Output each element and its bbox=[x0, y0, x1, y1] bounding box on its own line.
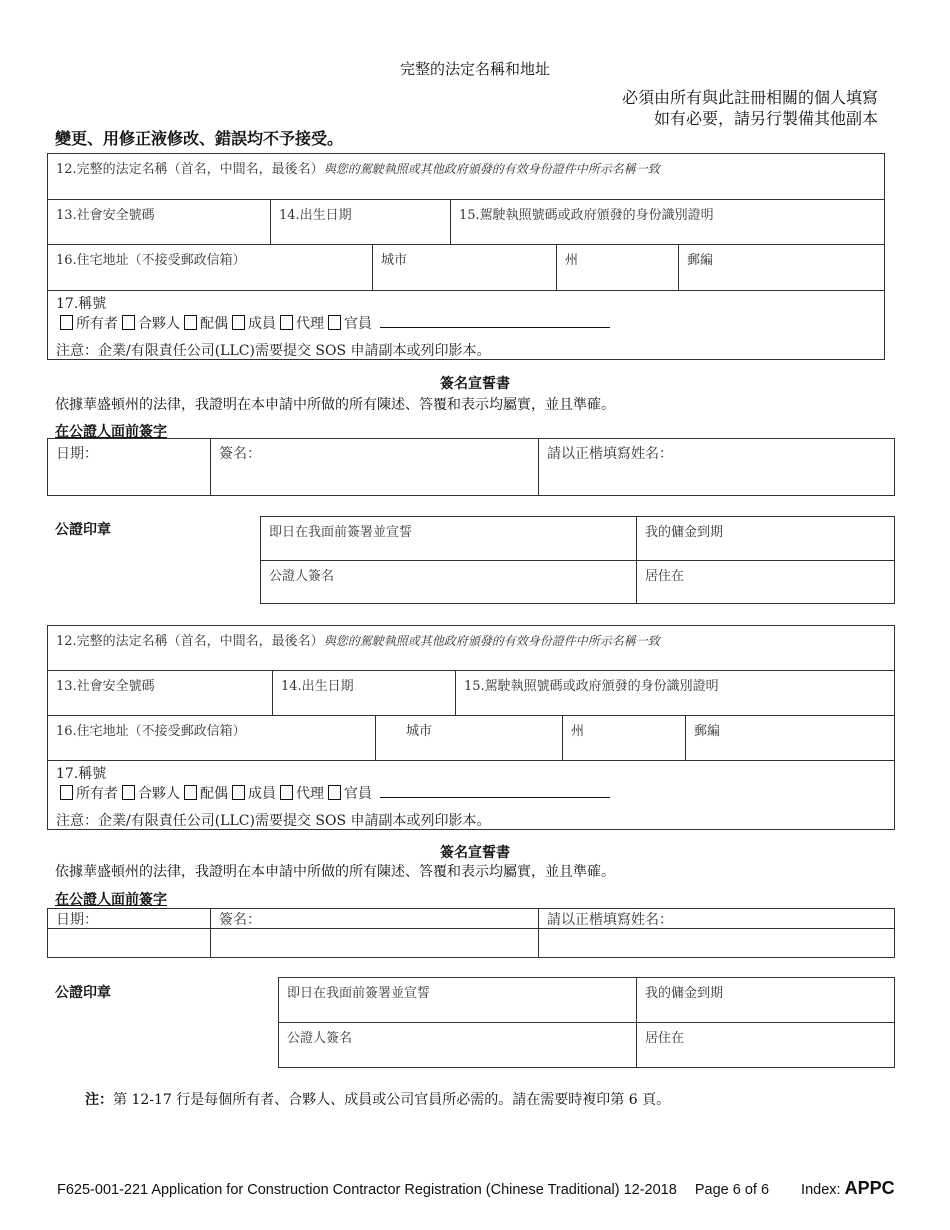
notary-signature-field[interactable]: 公證人簽名 bbox=[278, 1022, 637, 1068]
option-label: 官員 bbox=[344, 786, 372, 802]
other-title-line[interactable] bbox=[380, 797, 610, 798]
officer-checkbox[interactable] bbox=[328, 315, 341, 330]
member-checkbox[interactable] bbox=[232, 315, 245, 330]
option-label: 配偶 bbox=[200, 316, 228, 332]
officer-checkbox[interactable] bbox=[328, 785, 341, 800]
notary-heading: 在公證人面前簽字 bbox=[55, 892, 167, 908]
instruction-line-2: 如有必要，請另行製備其他副本 bbox=[653, 109, 878, 128]
print-name-label: 請以正楷填寫姓名： bbox=[538, 908, 895, 929]
commission-field[interactable]: 我的傭金到期 bbox=[636, 977, 895, 1023]
field-note: 與您的駕駛執照或其他政府頒發的有效身份證件中所示名稱一致 bbox=[323, 634, 660, 648]
member-checkbox[interactable] bbox=[232, 785, 245, 800]
option-label: 合夥人 bbox=[138, 316, 180, 332]
llc-note: 注意：企業/有限責任公司(LLC)需要提交 SOS 申請副本或列印影本。 bbox=[56, 813, 491, 829]
spouse-checkbox[interactable] bbox=[184, 785, 197, 800]
option-label: 成員 bbox=[248, 316, 276, 332]
state-field[interactable]: 州 bbox=[562, 715, 686, 761]
page-footer bbox=[57, 1178, 895, 1199]
other-title-line[interactable] bbox=[380, 327, 610, 328]
footnote bbox=[85, 1089, 670, 1109]
city-field[interactable]: 城市 bbox=[375, 715, 563, 761]
date-label: 日期： bbox=[47, 908, 211, 929]
address-field[interactable]: 16.住宅地址（不接受郵政信箱） bbox=[47, 244, 373, 291]
field-label: 12.完整的法定名稱（首名，中間名，最後名） bbox=[56, 634, 324, 649]
title-options bbox=[56, 783, 886, 803]
print-name-field[interactable] bbox=[538, 928, 895, 958]
sworn-field[interactable]: 即日在我面前簽署並宣誓 bbox=[260, 516, 637, 561]
field-label: 12.完整的法定名稱（首名，中間名，最後名） bbox=[56, 162, 324, 177]
city-field[interactable]: 城市 bbox=[372, 244, 557, 291]
agent-checkbox[interactable] bbox=[280, 785, 293, 800]
owner-checkbox[interactable] bbox=[60, 315, 73, 330]
birth-date-field[interactable]: 14.出生日期 bbox=[272, 670, 456, 716]
legal-name-field[interactable] bbox=[47, 153, 885, 200]
agent-checkbox[interactable] bbox=[280, 315, 293, 330]
sworn-field[interactable]: 即日在我面前簽署並宣誓 bbox=[278, 977, 637, 1023]
address-field[interactable]: 16.住宅地址（不接受郵政信箱） bbox=[47, 715, 376, 761]
option-label: 代理 bbox=[296, 316, 324, 332]
notary-heading: 在公證人面前簽字 bbox=[55, 424, 167, 440]
id-number-field[interactable]: 15.駕駛執照號碼或政府頒發的身份識別證明 bbox=[455, 670, 895, 716]
oath-title: 簽名宣誓書 bbox=[440, 845, 510, 861]
zip-field[interactable]: 郵編 bbox=[685, 715, 895, 761]
warning-text: 變更、用修正液修改、錯誤均不予接受。 bbox=[55, 129, 344, 148]
footnote-text: 第 12-17 行是每個所有者、合夥人、成員或公司官員所必需的。請在需要時複印第 6 頁。 bbox=[113, 1092, 671, 1108]
index-label: Index: bbox=[801, 1182, 841, 1198]
signature-field[interactable] bbox=[210, 928, 539, 958]
legal-name-field[interactable] bbox=[47, 625, 895, 671]
notary-signature-field[interactable]: 公證人簽名 bbox=[260, 560, 637, 604]
id-number-field[interactable]: 15.駕駛執照號碼或政府頒發的身份識別證明 bbox=[450, 199, 885, 245]
oath-text: 依據華盛頓州的法律，我證明在本申請中所做的所有陳述、答覆和表示均屬實，並且準確。 bbox=[55, 397, 615, 413]
spouse-checkbox[interactable] bbox=[184, 315, 197, 330]
ssn-field[interactable]: 13.社會安全號碼 bbox=[47, 199, 271, 245]
page-number: Page 6 of 6 bbox=[694, 1182, 770, 1198]
option-label: 成員 bbox=[248, 786, 276, 802]
field-label: 17.稱號 bbox=[56, 766, 107, 782]
partner-checkbox[interactable] bbox=[122, 785, 135, 800]
ssn-field[interactable]: 13.社會安全號碼 bbox=[47, 670, 273, 716]
instruction-line-1: 必須由所有與此註冊相關的個人填寫 bbox=[621, 88, 878, 107]
zip-field[interactable]: 郵編 bbox=[678, 244, 885, 291]
notary-seal-label: 公證印章 bbox=[55, 985, 111, 1001]
signature-field[interactable]: 簽名： bbox=[210, 438, 539, 496]
birth-date-field[interactable]: 14.出生日期 bbox=[270, 199, 451, 245]
print-name-field[interactable]: 請以正楷填寫姓名： bbox=[538, 438, 895, 496]
commission-field[interactable]: 我的傭金到期 bbox=[636, 516, 895, 561]
title-options bbox=[56, 313, 876, 333]
partner-checkbox[interactable] bbox=[122, 315, 135, 330]
owner-checkbox[interactable] bbox=[60, 785, 73, 800]
date-field[interactable]: 日期： bbox=[47, 438, 211, 496]
form-id: F625-001-221 Application for Construction Contractor Registration (Chinese Traditional) 12-2018 bbox=[57, 1182, 677, 1198]
notary-seal-label: 公證印章 bbox=[55, 522, 111, 538]
option-label: 配偶 bbox=[200, 786, 228, 802]
residing-field[interactable]: 居住在 bbox=[636, 560, 895, 604]
oath-text: 依據華盛頓州的法律，我證明在本申請中所做的所有陳述、答覆和表示均屬實，並且準確。 bbox=[55, 864, 615, 880]
signature-label: 簽名： bbox=[210, 908, 539, 929]
index-value: APPC bbox=[844, 1178, 895, 1198]
option-label: 所有者 bbox=[76, 316, 118, 332]
title-field bbox=[47, 760, 895, 830]
state-field[interactable]: 州 bbox=[556, 244, 679, 291]
option-label: 官員 bbox=[344, 316, 372, 332]
option-label: 所有者 bbox=[76, 786, 118, 802]
title-field bbox=[47, 290, 885, 360]
residing-field[interactable]: 居住在 bbox=[636, 1022, 895, 1068]
llc-note: 注意：企業/有限責任公司(LLC)需要提交 SOS 申請副本或列印影本。 bbox=[56, 343, 491, 359]
oath-title: 簽名宣誓書 bbox=[440, 376, 510, 392]
page-title: 完整的法定名稱和地址 bbox=[399, 60, 550, 78]
option-label: 代理 bbox=[296, 786, 324, 802]
footnote-label: 注： bbox=[85, 1092, 113, 1108]
option-label: 合夥人 bbox=[138, 786, 180, 802]
date-field[interactable] bbox=[47, 928, 211, 958]
field-label: 17.稱號 bbox=[56, 296, 107, 312]
field-note: 與您的駕駛執照或其他政府頒發的有效身份證件中所示名稱一致 bbox=[323, 162, 660, 176]
